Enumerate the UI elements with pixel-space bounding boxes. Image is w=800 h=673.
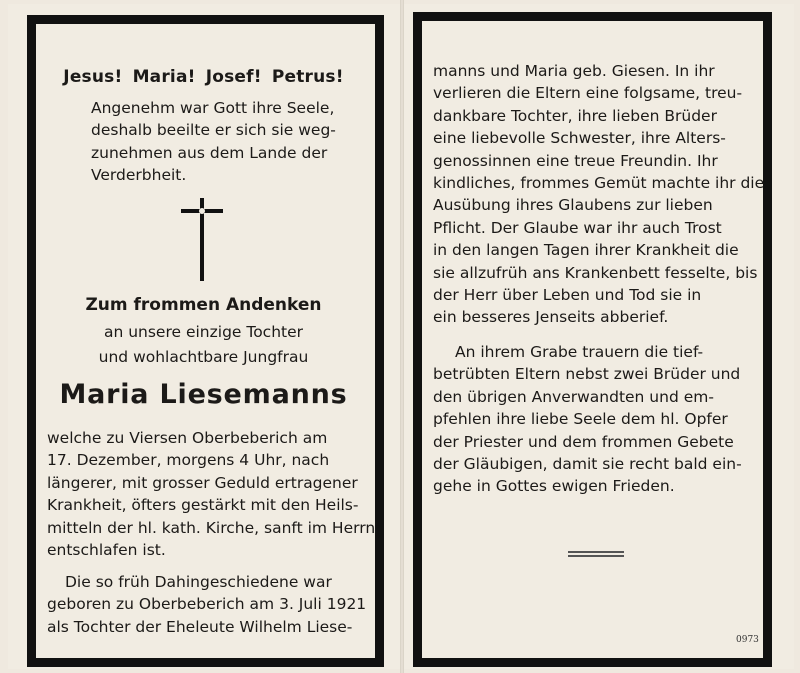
paragraph-line: betrübten Eltern nebst zwei Brüder und — [433, 365, 741, 384]
memorial-heading: Zum frommen Andenken — [85, 295, 322, 315]
birth-notice — [47, 571, 367, 638]
verse-line: Angenehm war Gott ihre Seele, — [91, 99, 335, 117]
verse-line: Verderbheit. — [91, 166, 187, 185]
verse — [47, 97, 410, 187]
death-notice-line: 17. Dezember, morgens 4 Uhr, nach — [47, 451, 330, 470]
paragraph-line: der Priester und dem frommen Gebete — [433, 432, 734, 451]
print-number: 0973 — [736, 635, 759, 645]
dedication-line: an unsere einzige Tochter — [103, 323, 304, 341]
birth-notice-line: als Tochter der Eheleute Wilhelm Liese- — [47, 617, 353, 636]
death-notice-line: Krankheit, öfters gestärkt mit den Heils- — [47, 496, 359, 515]
paragraph-line: gehe in Gottes ewigen Frieden. — [433, 477, 675, 496]
paragraph-one — [433, 60, 765, 329]
paragraph-line: Pflicht. Der Glaube war ihr auch Trost — [433, 218, 722, 237]
paragraph-two — [433, 341, 754, 498]
deceased-name: Maria Liesemanns — [59, 379, 348, 410]
death-notice-line: mitteln der hl. kath. Kirche, sanft im Herrn — [47, 518, 376, 537]
paragraph-line: Ausübung ihres Glaubens zur lieben — [433, 196, 713, 215]
death-notice-line: entschlafen ist. — [47, 541, 166, 560]
paragraph-line: den übrigen Anverwandten und em- — [433, 387, 714, 406]
death-notice — [47, 427, 376, 561]
paragraph-line: An ihrem Grabe trauern die tief- — [455, 343, 704, 361]
paragraph-line: in den langen Tagen ihrer Krankheit die — [433, 241, 739, 260]
paragraph-line: der Gläubigen, damit sie recht bald ein- — [433, 455, 742, 474]
verse-line: zunehmen aus dem Lande der — [91, 143, 328, 162]
paragraph-line: kindliches, frommes Gemüt machte ihr die — [433, 174, 765, 193]
paragraph-line: der Herr über Leben und Tod sie in — [433, 286, 702, 305]
paragraph-line: sie allzufrüh ans Krankenbett fesselte, bis — [433, 263, 758, 282]
closing-divider — [568, 551, 624, 553]
paragraph-line: manns und Maria geb. Giesen. In ihr — [433, 62, 715, 80]
paragraph-line: verlieren die Eltern eine folgsame, treu- — [433, 84, 743, 103]
closing-divider — [568, 555, 624, 557]
paragraph-line: eine liebevolle Schwester, ihre Alters- — [433, 129, 726, 148]
death-notice-line: welche zu Viersen Oberbeberich am — [47, 429, 328, 447]
invocation: Jesus! Maria! Josef! Petrus! — [63, 67, 344, 87]
birth-notice-line: geboren zu Oberbeberich am 3. Juli 1921 — [47, 595, 367, 614]
paragraph-line: genossinnen eine treue Freundin. Ihr — [433, 151, 718, 170]
death-notice-line: längerer, mit grosser Geduld ertragener — [47, 473, 358, 492]
dedication — [47, 320, 360, 370]
dedication-line: und wohlachtbare Jungfrau — [98, 348, 309, 366]
paragraph-line: ein besseres Jenseits abberief. — [433, 308, 669, 327]
verse-line: deshalb beeilte er sich sie weg- — [91, 121, 336, 140]
paragraph-line: pfehlen ihre liebe Seele dem hl. Opfer — [433, 410, 728, 429]
birth-notice-line: Die so früh Dahingeschiedene war — [65, 573, 332, 591]
paragraph-line: dankbare Tochter, ihre lieben Brüder — [433, 106, 717, 125]
